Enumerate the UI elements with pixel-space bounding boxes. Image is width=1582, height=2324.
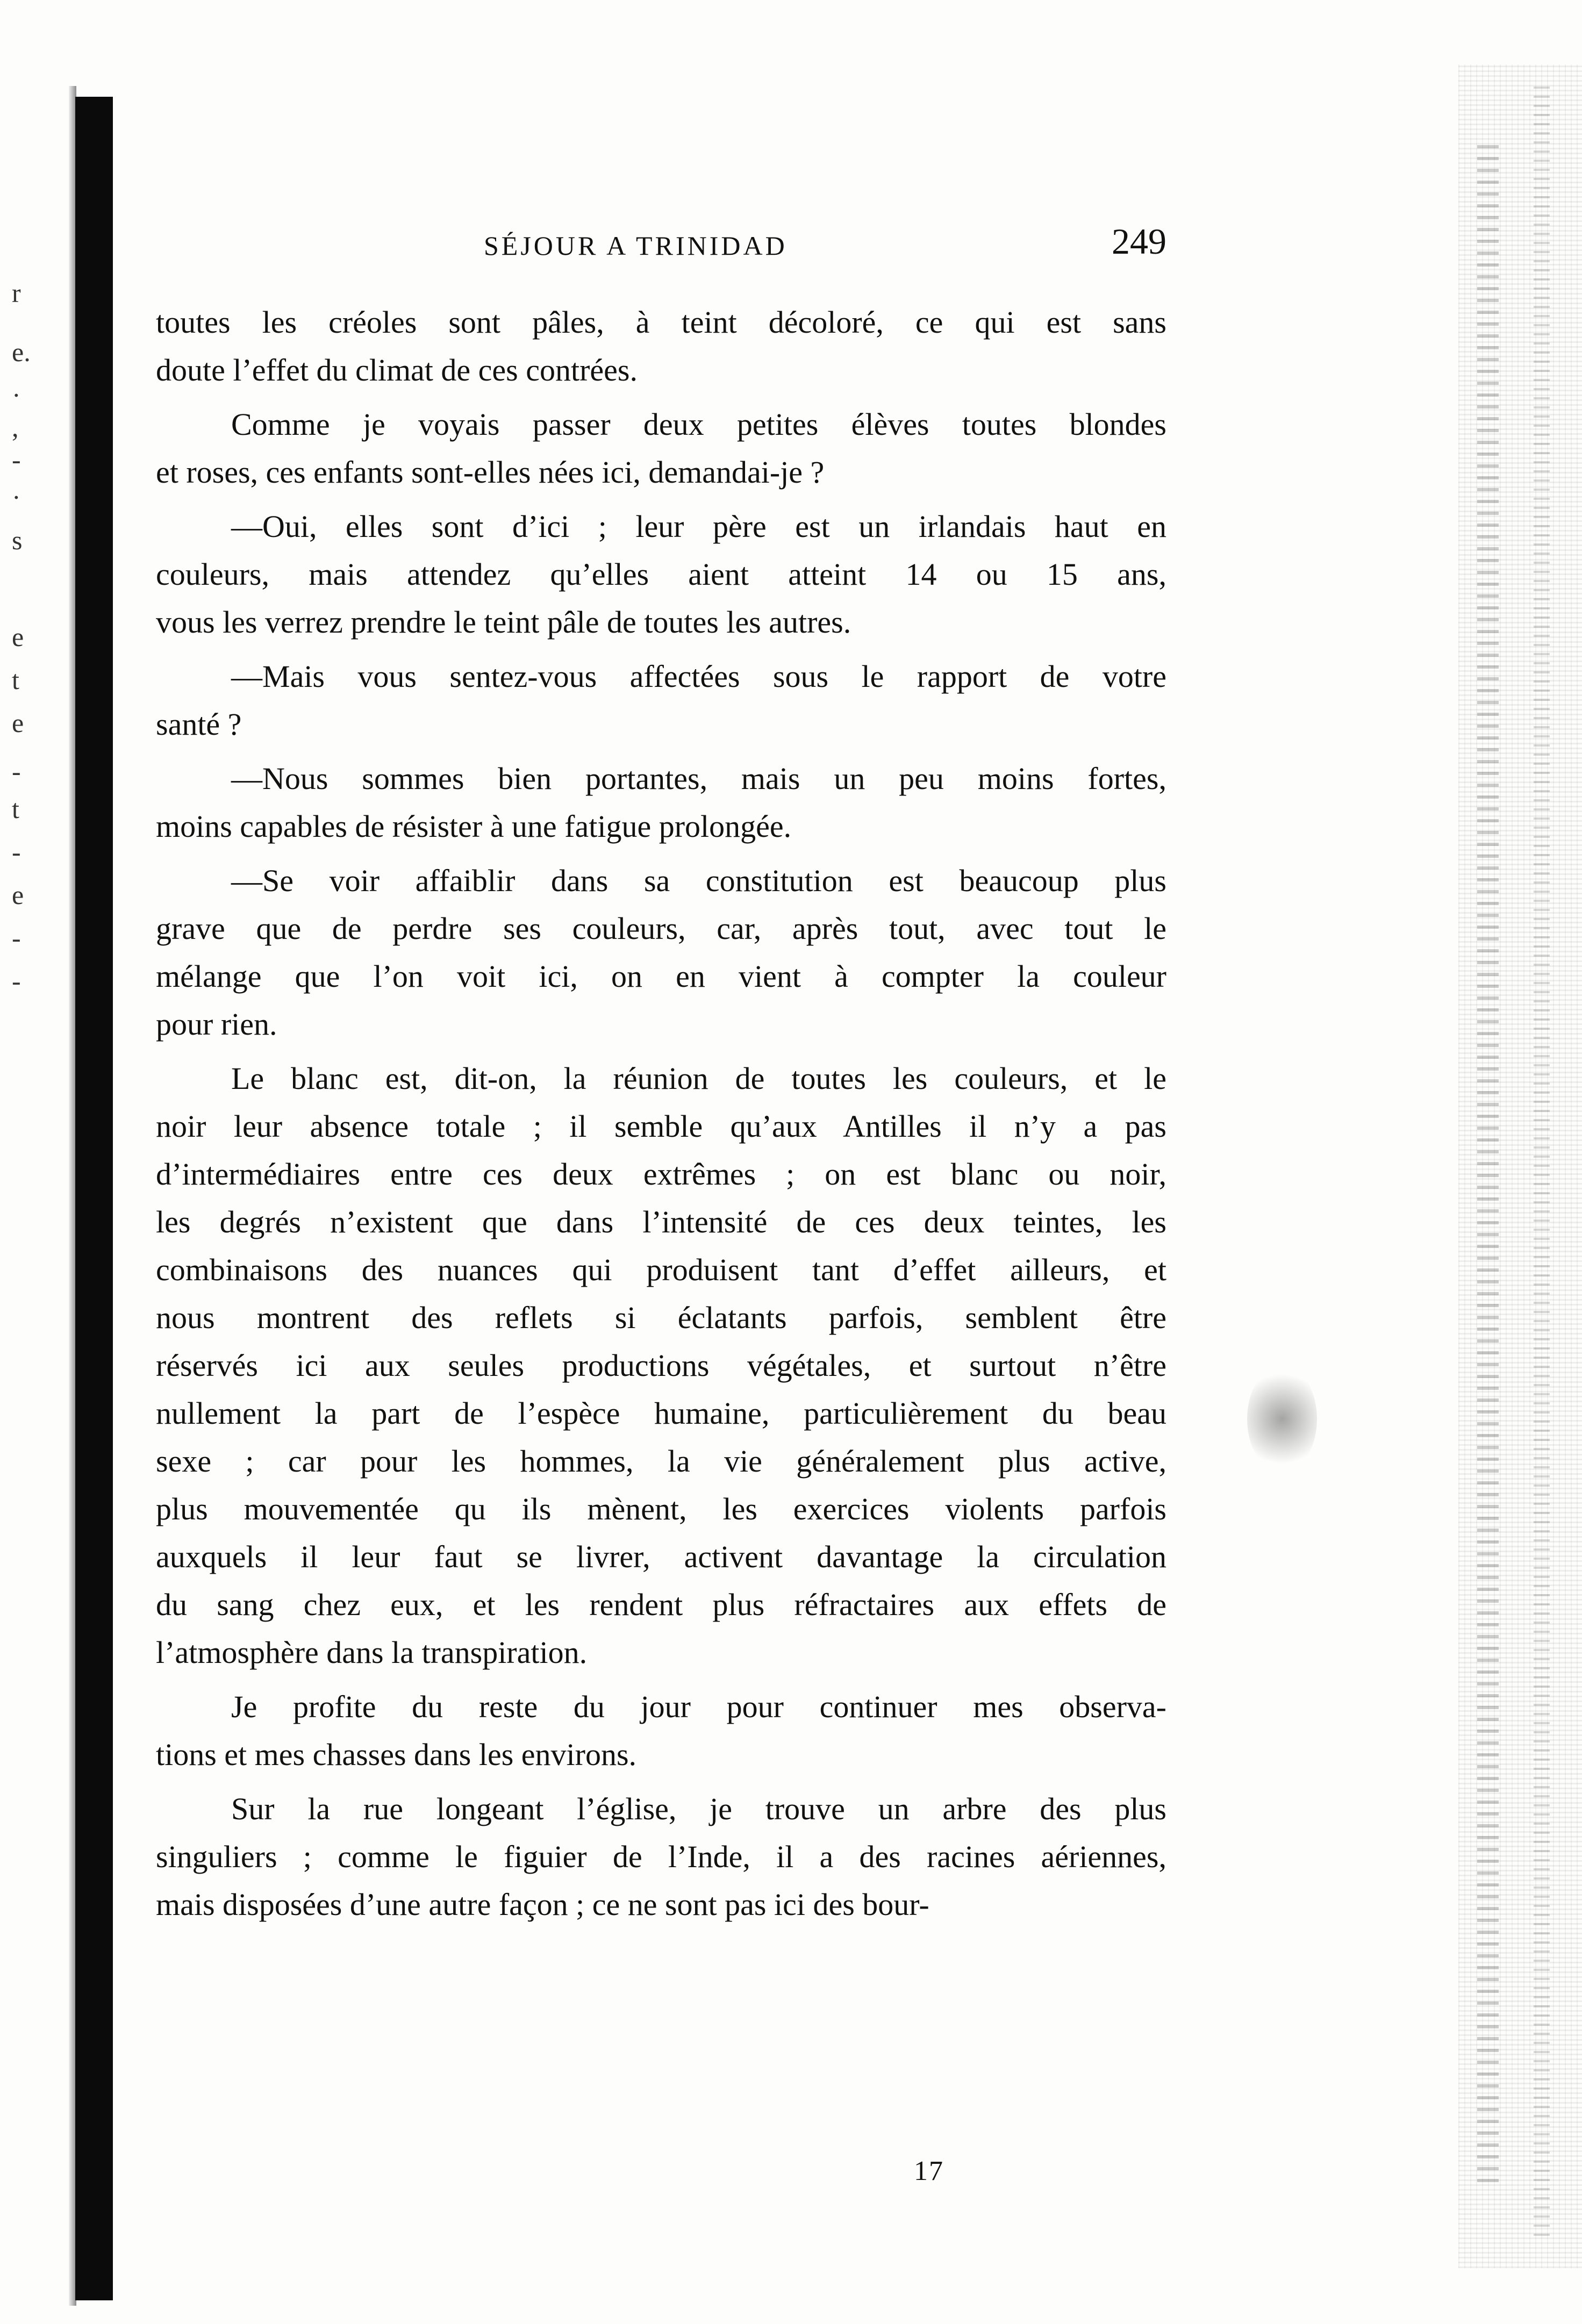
text-line: noir leur absence totale ; il semble qu’aux Antilles il n’y a pas — [156, 1109, 1166, 1144]
text-line: Le blanc est, dit-on, la réunion de toutes les couleurs, et le — [231, 1061, 1166, 1096]
text-line: moins capables de résister à une fatigue prolongée. — [156, 809, 792, 844]
paragraph-gap — [156, 850, 1166, 857]
text-line: et roses, ces enfants sont-elles nées ici, demandai-je ? — [156, 455, 825, 490]
margin-mark: e — [12, 622, 24, 652]
margin-mark: , — [12, 412, 19, 442]
text-line: vous les verrez prendre le teint pâle de toutes les autres. — [156, 605, 851, 640]
paragraph-gap — [156, 496, 1166, 503]
text-line: tions et mes chasses dans les environs. — [156, 1737, 637, 1772]
text-line: mais disposées d’une autre façon ; ce ne sont pas ici des bour- — [156, 1887, 929, 1922]
text-line: réservés ici aux seules productions végétales, et surtout n’être — [156, 1348, 1166, 1383]
text-line: sexe ; car pour les hommes, la vie généralement plus active, — [156, 1444, 1166, 1479]
text-line: pour rien. — [156, 1007, 277, 1042]
paragraph-gap — [156, 1778, 1166, 1785]
margin-mark: t — [12, 665, 19, 695]
margin-mark: r — [12, 278, 21, 308]
text-line: l’atmosphère dans la transpiration. — [156, 1635, 588, 1670]
text-line: —Mais vous sentez-vous affectées sous le rapport de votre — [231, 659, 1166, 694]
margin-mark: e. — [12, 337, 31, 367]
text-line: nous montrent des reflets si éclatants parfois, semblent être — [156, 1300, 1166, 1335]
running-title: SÉJOUR A TRINIDAD — [484, 231, 788, 261]
margin-mark: - — [12, 837, 21, 867]
text-line: —Se voir affaiblir dans sa constitution est beaucoup plus — [231, 863, 1166, 898]
paragraph-gap — [156, 646, 1166, 652]
margin-mark: · — [12, 380, 21, 410]
paragraph-gap — [156, 748, 1166, 755]
margin-mark: t — [12, 794, 19, 824]
paragraph-gap — [156, 1048, 1166, 1055]
paragraph-gap — [156, 1676, 1166, 1683]
text-line: d’intermédiaires entre ces deux extrêmes ; on est blanc ou noir, — [156, 1157, 1166, 1192]
margin-mark: - — [12, 923, 21, 953]
text-line: doute l’effet du climat de ces contrées. — [156, 353, 638, 388]
text-line: plus mouvementée qu ils mènent, les exercices violents parfois — [156, 1491, 1166, 1526]
text-line: Comme je voyais passer deux petites élèves toutes blondes — [231, 407, 1166, 442]
text-line: Sur la rue longeant l’église, je trouve un arbre des plus — [231, 1791, 1166, 1826]
text-line: santé ? — [156, 707, 242, 742]
text-line: —Oui, elles sont d’ici ; leur père est un irlandais haut en — [231, 509, 1166, 544]
text-line: Je profite du reste du jour pour continuer mes observa- — [231, 1689, 1166, 1724]
text-line: grave que de perdre ses couleurs, car, après tout, avec tout le — [156, 911, 1166, 946]
page-number: 249 — [1112, 221, 1166, 262]
text-line: auxquels il leur faut se livrer, activent davantage la circulation — [156, 1539, 1166, 1574]
body-text — [156, 298, 1166, 1928]
text-line: du sang chez eux, et les rendent plus réfractaires aux effets de — [156, 1587, 1166, 1622]
margin-mark: s — [12, 525, 23, 555]
signature-mark: 17 — [914, 2156, 944, 2186]
text-line: toutes les créoles sont pâles, à teint décoloré, ce qui est sans — [156, 305, 1166, 340]
right-edge-speckle — [1477, 140, 1499, 2182]
paragraph-gap — [156, 394, 1166, 400]
binding-shadow — [75, 97, 113, 2300]
text-line: combinaisons des nuances qui produisent tant d’effet ailleurs, et — [156, 1252, 1166, 1287]
margin-mark: - — [12, 444, 21, 475]
margin-mark: - — [12, 756, 21, 786]
text-line: mélange que l’on voit ici, on en vient à compter la couleur — [156, 959, 1166, 994]
ink-smudge — [1247, 1365, 1317, 1473]
text-line: singuliers ; comme le figuier de l’Inde, il a des racines aériennes, — [156, 1839, 1166, 1874]
text-line: —Nous sommes bien portantes, mais un peu moins fortes, — [231, 761, 1166, 796]
margin-mark: · — [12, 482, 21, 512]
text-line: couleurs, mais attendez qu’elles aient atteint 14 ou 15 ans, — [156, 557, 1166, 592]
text-line: les degrés n’existent que dans l’intensité de ces deux teintes, les — [156, 1204, 1166, 1239]
margin-mark: e — [12, 880, 24, 910]
margin-mark: e — [12, 708, 24, 738]
text-line: nullement la part de l’espèce humaine, particulièrement du beau — [156, 1396, 1166, 1431]
margin-mark: - — [12, 966, 21, 996]
right-edge-speckle-outer — [1534, 86, 1550, 2236]
running-header — [156, 220, 1166, 269]
